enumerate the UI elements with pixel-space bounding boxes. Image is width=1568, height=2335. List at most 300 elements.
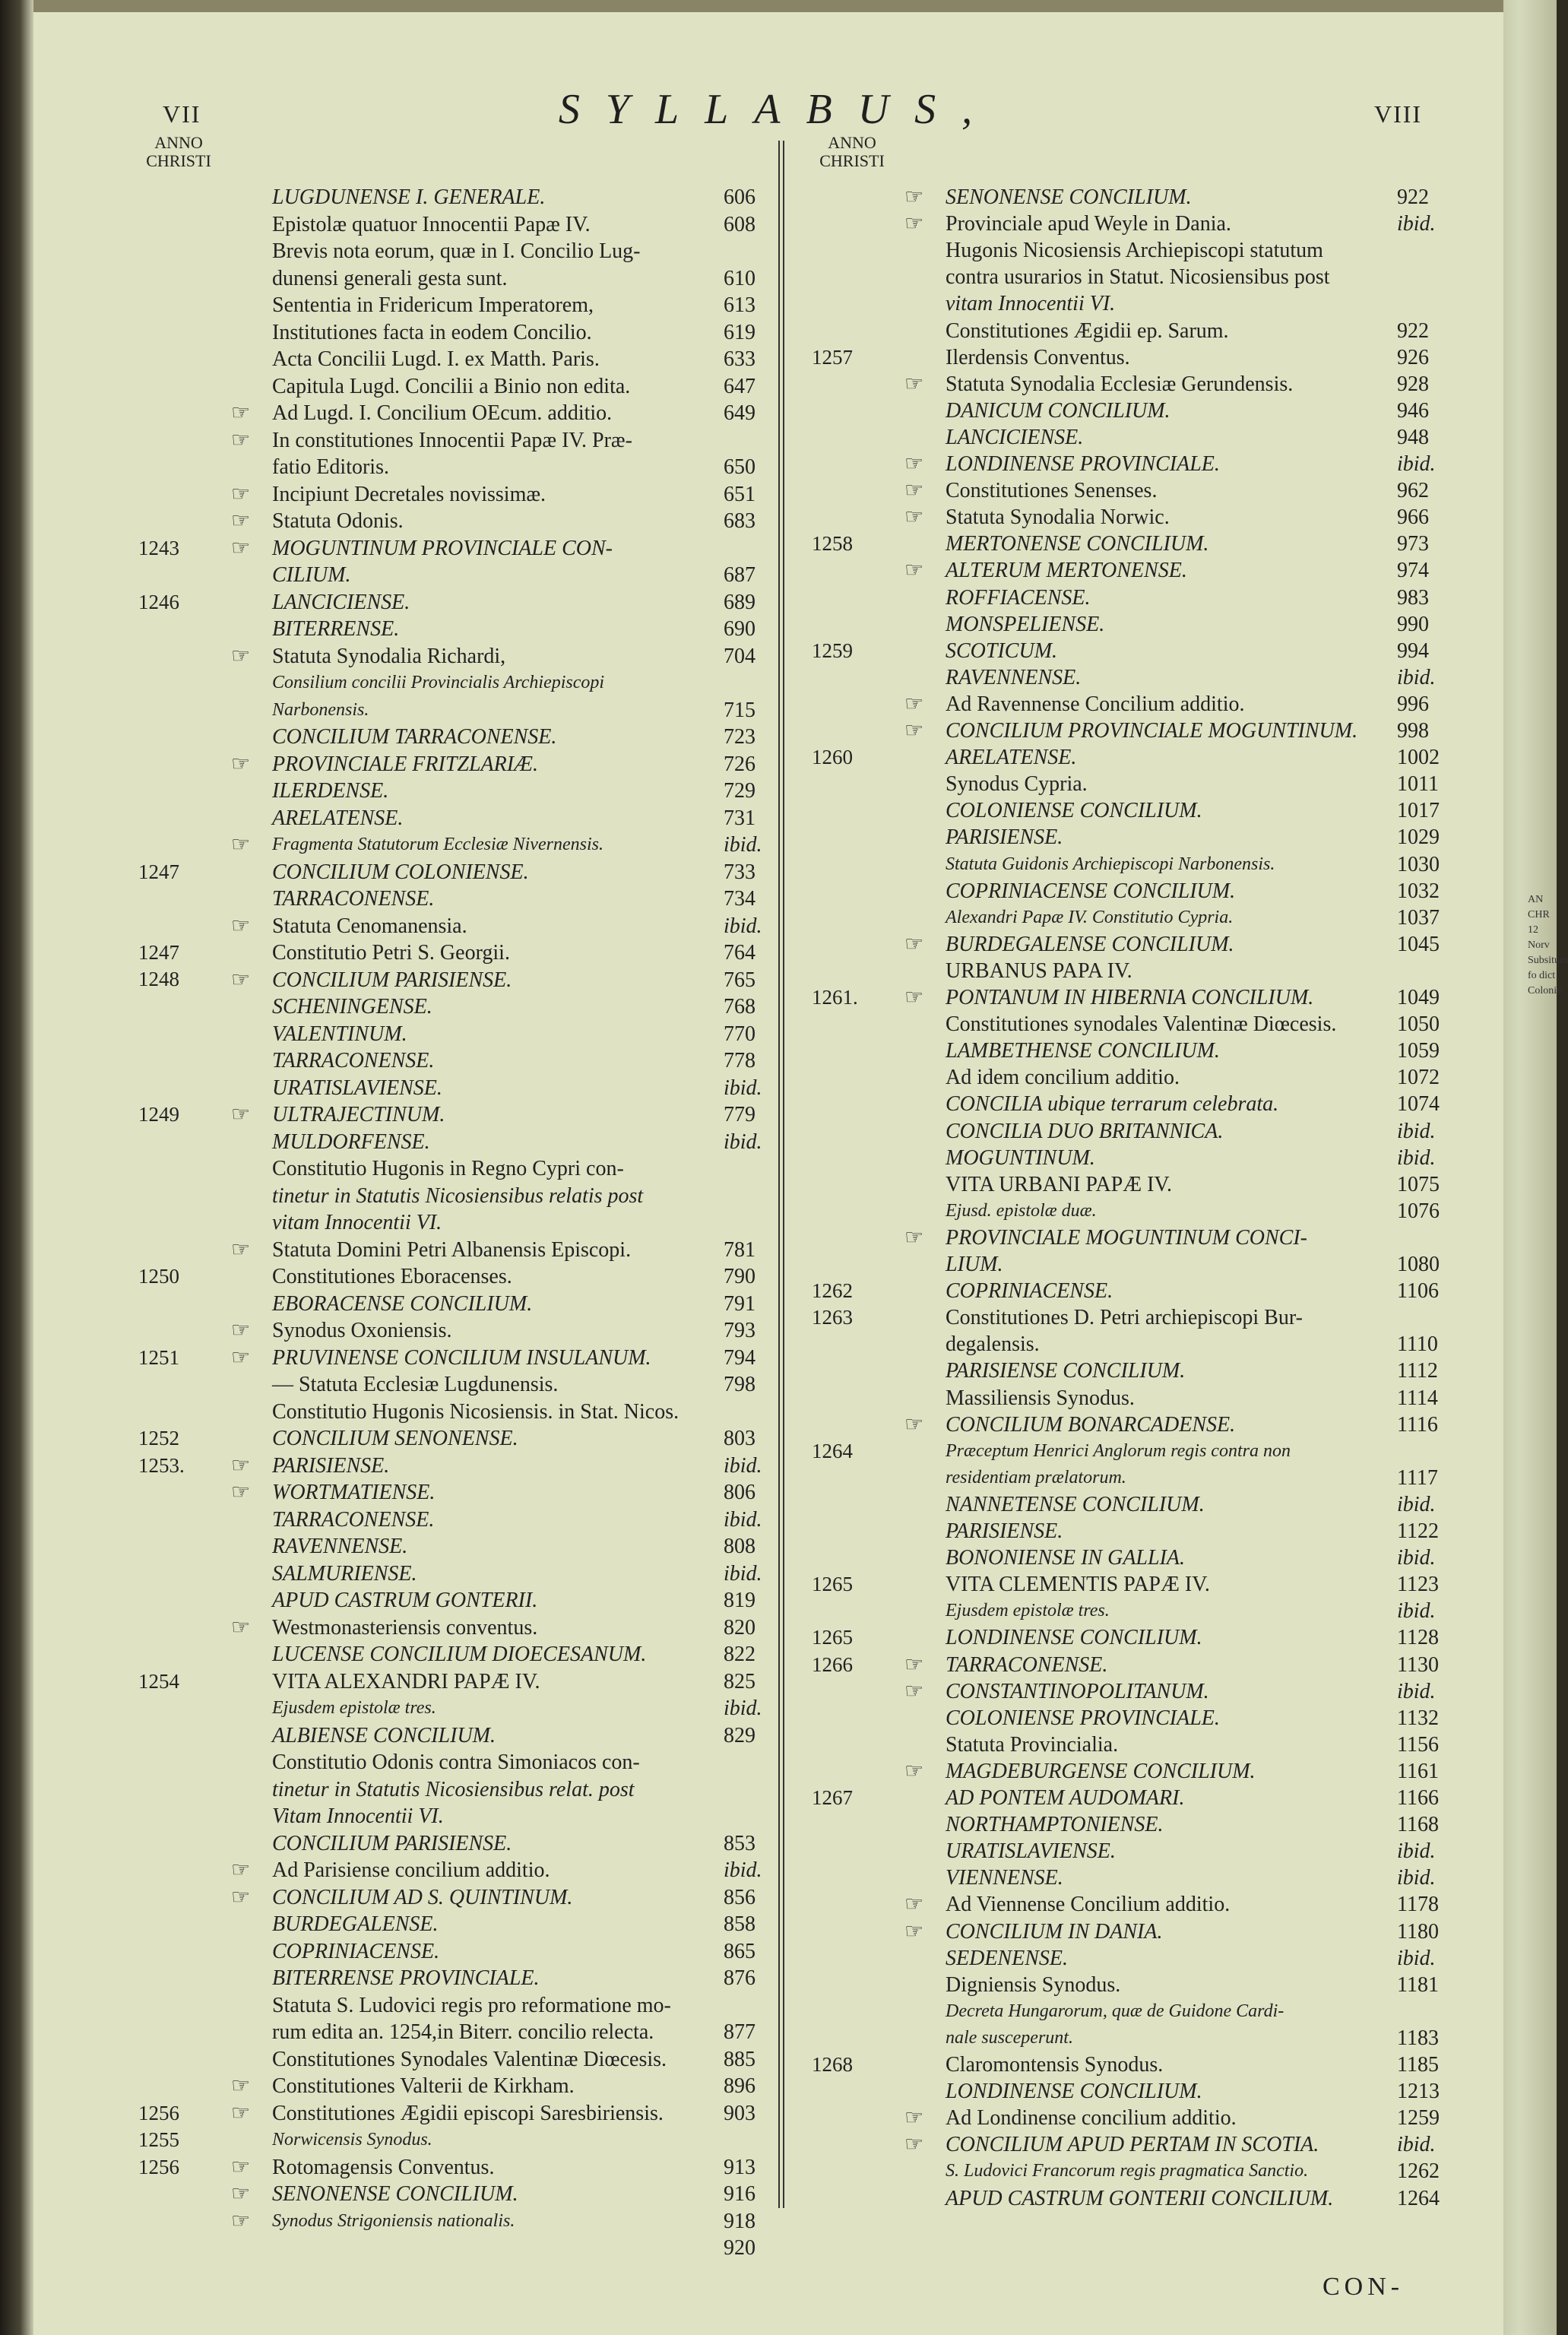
entry-page-number: 876 [724,1966,755,1990]
entry-page-number: 1059 [1397,1039,1440,1063]
entry-title: COPRINIACENSE. [272,1939,440,1963]
syllabus-entry [812,211,1443,237]
syllabus-entry [138,1614,769,1641]
syllabus-entry [138,913,769,939]
book-binding [0,0,33,2335]
syllabus-entry [138,1992,769,2019]
folio-left: VII [163,100,201,128]
entry-page-number: 996 [1397,692,1429,716]
syllabus-entry [812,264,1443,290]
entry-title: Constitutio Odonis contra Simoniacos con- [272,1750,640,1774]
entry-page-number: ibid. [724,1561,762,1586]
entry-title: EBORACENSE CONCILIUM. [272,1291,533,1316]
entry-year: 1254 [138,1669,179,1693]
manicule-icon: ☞ [231,1858,251,1882]
syllabus-entry [812,1438,1443,1465]
entry-page-number: 633 [724,347,755,371]
entry-title: CONCILIUM TARRACONENSE. [272,725,557,749]
syllabus-entry [812,984,1443,1011]
manicule-icon: ☞ [904,185,924,209]
syllabus-entry [138,508,769,534]
entry-title: CONSTANTINOPOLITANUM. [946,1679,1209,1703]
entry-title: Incipiunt Decretales novissimæ. [272,482,546,506]
entry-page-number: 1116 [1397,1412,1438,1437]
manicule-icon: ☞ [231,914,251,938]
entry-title: Statuta Synodalia Ecclesiæ Gerundensis. [946,372,1294,396]
entry-title: Claromontensis Synodus. [946,2053,1164,2077]
syllabus-entry [138,993,769,1020]
entry-title: CONCILIUM APUD PERTAM IN SCOTIA. [946,2133,1319,2157]
syllabus-entry [812,1972,1443,1998]
entry-year: 1256 [138,2155,179,2178]
syllabus-entry [812,931,1443,958]
entry-title: MONSPELIENSE. [946,612,1105,636]
entry-page-number: 779 [724,1103,755,1126]
entry-title: TARRACONENSE. [272,1049,435,1072]
entry-year: 1266 [812,1652,853,1676]
syllabus-entry [812,2158,1443,2185]
entry-title: Ejusd. epistolæ duæ. [946,1200,1097,1221]
manicule-icon: ☞ [904,505,924,530]
syllabus-entry [812,1145,1443,1171]
entry-title: LUCENSE CONCILIUM DIOECESANUM. [272,1643,647,1666]
entry-title: tinetur in Statutis Nicosiensibus relat. post [272,1777,635,1801]
entry-title: COPRINIACENSE. [946,1279,1113,1304]
entry-page-number: 619 [724,320,755,344]
entry-title: Decreta Hungarorum, quæ de Guidone Cardi- [946,2001,1284,2021]
entry-page-number: 983 [1397,585,1429,610]
next-page-fold [1503,0,1557,2335]
syllabus-entry [812,1331,1443,1358]
manicule-icon: ☞ [231,536,251,560]
entry-page-number: 1114 [1397,1386,1438,1410]
syllabus-entry [138,1857,769,1884]
entry-page-number: 856 [724,1885,755,1909]
syllabus-entry [812,1811,1443,1838]
edge-text: fo dict [1528,970,1556,981]
entry-page-number: 990 [1397,612,1429,636]
entry-page-number: 922 [1397,318,1429,343]
entry-title: BITERRENSE PROVINCIALE. [272,1966,540,1990]
syllabus-entry [138,1263,769,1290]
manicule-icon: ☞ [231,1237,251,1262]
manicule-icon: ☞ [231,482,251,506]
entry-page-number: 913 [724,2155,755,2179]
entry-year: 1264 [812,1439,853,1462]
entry-title: CONCILIUM BONARCADENSE. [946,1412,1236,1437]
entry-page-number: 1166 [1397,1786,1439,1810]
entry-page-number: 687 [724,563,755,587]
syllabus-entry [812,1411,1443,1438]
entry-page-number: 1049 [1397,986,1440,1009]
syllabus-entry [138,1507,769,1533]
manicule-icon: ☞ [904,986,924,1009]
entry-title: CONCILIA DUO BRITANNICA. [946,1119,1224,1143]
syllabus-entry [138,292,769,318]
entry-page-number: 1185 [1397,2053,1439,2077]
entry-year: 1257 [812,345,853,369]
syllabus-entry [138,1776,769,1803]
entry-year: 1247 [138,860,179,883]
entry-year: 1256 [138,2101,179,2124]
syllabus-entry [812,557,1443,584]
entry-year: 1267 [812,1786,853,1809]
entry-title: Constitutiones Senenses. [946,479,1158,503]
syllabus-entry [138,1021,769,1047]
entry-title: PROVINCIALE FRITZLARIÆ. [272,752,538,776]
syllabus-entry [138,2046,769,2073]
entry-page-number: 998 [1397,719,1429,743]
syllabus-entry [138,346,769,372]
entry-page-number: 689 [724,590,755,614]
entry-page-number: 853 [724,1831,755,1855]
syllabus-entry [812,797,1443,824]
manicule-icon: ☞ [904,479,924,503]
entry-title: TARRACONENSE. [946,1652,1108,1677]
entry-page-number: 768 [724,995,755,1019]
entry-page-number: ibid. [1397,1599,1436,1624]
entry-title: URATISLAVIENSE. [272,1076,442,1100]
syllabus-entry [138,778,769,804]
entry-page-number: 790 [724,1265,755,1288]
syllabus-entry [138,886,769,912]
entry-title: MOGUNTINUM PROVINCIALE CON- [272,536,613,560]
syllabus-entry [138,1938,769,1965]
syllabus-entry [138,1047,769,1074]
syllabus-entry [138,697,769,724]
entry-title: Institutiones facta in eodem Concilio. [272,320,592,344]
entry-page-number: 808 [724,1535,755,1558]
syllabus-entry [138,1155,769,1182]
entry-title: ALTERUM MERTONENSE. [946,559,1187,583]
entry-year: 1259 [812,638,853,662]
entry-page-number: 885 [724,2047,755,2071]
syllabus-entry [812,1918,1443,1945]
entry-title: TARRACONENSE. [272,887,435,911]
entry-title: COLONIENSE CONCILIUM. [946,799,1202,823]
entry-title: PARISIENSE. [946,825,1063,850]
entry-year: 1258 [812,532,853,556]
syllabus-entry [812,611,1443,638]
entry-title: PROVINCIALE MOGUNTINUM CONCI- [946,1225,1307,1250]
entry-page-number: ibid. [1397,1492,1436,1516]
syllabus-entry [812,504,1443,531]
entry-page-number: 1029 [1397,825,1440,850]
entry-title: Constitutiones Ægidii episcopi Saresbiriensis. [272,2101,664,2125]
syllabus-entry [812,398,1443,424]
syllabus-entry [812,1278,1443,1304]
manicule-icon: ☞ [231,2182,251,2206]
entry-page-number: 608 [724,212,755,236]
entry-title: APUD CASTRUM GONTERII CONCILIUM. [946,2186,1334,2210]
manicule-icon: ☞ [904,692,924,716]
entry-page-number: 778 [724,1049,755,1072]
entry-page-number: ibid. [1397,2133,1436,2157]
syllabus-entry [138,2127,769,2153]
entry-title: Statuta Cenomanensia. [272,914,467,938]
entry-page-number: 865 [724,1939,755,1963]
entry-page-number: 1156 [1397,1732,1439,1757]
entry-page-number: 1168 [1397,1813,1439,1837]
entry-page-number: 966 [1397,505,1429,530]
entry-page-number: 1264 [1397,2186,1440,2210]
entry-page-number: 877 [724,2020,755,2044]
entry-title: Statuta Synodalia Norwic. [946,505,1170,530]
entry-title: Præceptum Henrici Anglorum regis contra non [946,1440,1291,1461]
entry-title: Synodus Cypria. [946,772,1088,797]
entry-title: SCOTICUM. [946,638,1058,663]
syllabus-entry [138,481,769,508]
syllabus-entry [812,664,1443,691]
manicule-icon: ☞ [231,644,251,668]
entry-title: degalensis. [946,1332,1040,1357]
entry-title: Constitutio Hugonis in Regno Cypri con- [272,1157,624,1180]
anno-christi-left: ANNO CHRISTI [146,133,211,170]
entry-page-number: 1106 [1397,1279,1439,1304]
entry-page-number: 928 [1397,372,1429,396]
entry-year: 1261. [812,986,858,1009]
manicule-icon: ☞ [231,1615,251,1640]
entry-page-number: 962 [1397,479,1429,503]
manicule-icon: ☞ [231,1103,251,1126]
syllabus-entry [138,751,769,778]
entry-title: CONCILIA ubique terrarum celebrata. [946,1092,1279,1117]
entry-page-number: 918 [724,2209,755,2233]
entry-page-number: 781 [724,1237,755,1262]
syllabus-entry [812,371,1443,398]
entry-page-number: ibid. [1397,1946,1436,1970]
syllabus-entry [138,1587,769,1614]
entry-page-number: 764 [724,941,755,965]
entry-title: SENONENSE CONCILIUM. [946,185,1192,209]
entry-page-number: 704 [724,644,755,668]
entry-page-number: 1112 [1397,1359,1438,1383]
syllabus-entry [812,1598,1443,1624]
syllabus-entry [138,1453,769,1479]
syllabus-entry [812,958,1443,984]
entry-page-number: 1076 [1397,1199,1440,1223]
syllabus-entry [138,1965,769,1991]
entry-title: LANCICIENSE. [272,590,410,614]
syllabus-entry [138,2073,769,2099]
entry-title: VITA ALEXANDRI PAPÆ IV. [272,1669,540,1693]
manicule-icon: ☞ [904,452,924,476]
entry-page-number: 994 [1397,638,1429,663]
manicule-icon: ☞ [904,1679,924,1703]
syllabus-entry [812,1518,1443,1545]
entry-title: Statuta S. Ludovici regis pro reformatione mo- [272,1993,671,2017]
manicule-icon: ☞ [904,1412,924,1437]
syllabus-entry [812,1731,1443,1758]
syllabus-entry [812,1225,1443,1251]
entry-page-number: 1050 [1397,1012,1440,1037]
syllabus-entry [812,1118,1443,1145]
entry-page-number: 926 [1397,345,1429,369]
entry-title: BURDEGALENSE CONCILIUM. [946,932,1234,956]
entry-title: CONCILIUM AD S. QUINTINUM. [272,1885,573,1909]
entry-title: LONDINENSE CONCILIUM. [946,2080,1202,2104]
syllabus-entry [812,2131,1443,2158]
top-edge [0,0,1557,12]
manicule-icon: ☞ [904,719,924,743]
entry-title: Constitutiones Synodales Valentinæ Diœcesis. [272,2047,667,2071]
entry-title: VALENTINUM. [272,1022,407,1046]
syllabus-entry [812,424,1443,451]
entry-page-number: 793 [724,1319,755,1342]
syllabus-entry [138,1695,769,1722]
entry-page-number: 734 [724,887,755,911]
entry-title: SCHENINGENSE. [272,995,432,1019]
syllabus-entry [812,1064,1443,1091]
entry-title: CONCILIUM PARISIENSE. [272,968,512,992]
entry-title: TARRACONENSE. [272,1507,435,1532]
syllabus-entry [812,1251,1443,1278]
edge-text: Colonie [1528,985,1562,996]
syllabus-entry [812,1945,1443,1972]
entry-title: Ilerdensis Conventus. [946,345,1130,369]
syllabus-entry [138,589,769,616]
syllabus-entry [138,1209,769,1236]
manicule-icon: ☞ [231,401,251,425]
entry-page-number: 916 [724,2182,755,2206]
entry-page-number: 858 [724,1912,755,1936]
entry-page-number: 651 [724,482,755,506]
syllabus-entry [138,805,769,832]
syllabus-entry [812,1011,1443,1038]
syllabus-entry [138,1911,769,1937]
syllabus-entry [138,1101,769,1128]
entry-year: 1262 [812,1279,853,1303]
entry-title: SENONENSE CONCILIUM. [272,2182,518,2206]
entry-title: MERTONENSE CONCILIUM. [946,532,1209,556]
manicule-icon: ☞ [904,2133,924,2157]
syllabus-entry [812,878,1443,905]
syllabus-entry [812,585,1443,611]
syllabus-entry [812,318,1443,344]
syllabus-entry [812,1652,1443,1678]
entry-title: Acta Concilii Lugd. I. ex Matth. Paris. [272,347,600,371]
entry-title: Massiliensis Synodus. [946,1386,1135,1410]
syllabus-entry [812,2185,1443,2212]
entry-title: Ad idem concilium additio. [946,1066,1180,1090]
entry-page-number: 647 [724,374,755,398]
manicule-icon: ☞ [904,1652,924,1677]
entry-title: SEDENENSE. [946,1946,1068,1970]
syllabus-entry [812,2051,1443,2078]
syllabus-entry [812,2105,1443,2131]
entry-page-number: 1072 [1397,1066,1440,1090]
entry-page-number: ibid. [724,833,762,857]
entry-title: Hugonis Nicosiensis Archiepiscopi statutum [946,239,1323,263]
entry-page-number: ibid. [1397,1679,1436,1703]
syllabus-entry [812,1171,1443,1198]
entry-page-number: 903 [724,2101,755,2125]
manicule-icon: ☞ [231,1453,251,1478]
entry-page-number: 974 [1397,559,1429,583]
syllabus-entry [138,859,769,886]
entry-title: MAGDEBURGENSE CONCILIUM. [946,1759,1256,1783]
syllabus-entry [138,1533,769,1560]
entry-page-number: ibid. [724,1129,762,1154]
entry-page-number: 1017 [1397,799,1440,823]
entry-title: RAVENNENSE. [946,665,1082,689]
syllabus-entry [812,184,1443,211]
syllabus-entry [138,1075,769,1101]
entry-page-number: ibid. [724,1858,762,1882]
entry-title: Capitula Lugd. Concilii a Binio non edita. [272,374,631,398]
entry-title: fatio Editoris. [272,455,389,479]
syllabus-entry [138,1129,769,1155]
entry-page-number: 1123 [1397,1573,1439,1597]
entry-page-number: 649 [724,401,755,425]
folio-right: VIII [1374,100,1423,128]
entry-title: ROFFIACENSE. [946,585,1091,610]
entry-page-number: 1080 [1397,1253,1440,1276]
entry-year: 1252 [138,1427,179,1449]
entry-title: LANCICIENSE. [946,425,1084,449]
entry-year: 1246 [138,590,179,613]
entry-title: Westmonasteriensis conventus. [272,1615,538,1640]
entry-page-number: ibid. [1397,1546,1436,1570]
entry-page-number: 1011 [1397,772,1439,797]
entry-title: Fragmenta Statutorum Ecclesiæ Nivernensis. [272,835,603,854]
entry-page-number: 729 [724,779,755,803]
entry-page-number: 948 [1397,425,1429,449]
entry-page-number: 715 [724,698,755,722]
syllabus-entry [812,451,1443,477]
entry-title: Constitutiones D. Petri archiepiscopi Bur- [946,1306,1303,1330]
running-head: SYLLABUS, [558,86,999,133]
entry-title: Statuta Guidonis Archiepiscopi Narbonensis. [946,854,1275,874]
entry-year: 1253. [138,1453,185,1477]
entry-title: DANICUM CONCILIUM. [946,398,1170,423]
entry-title: BONONIENSE IN GALLIA. [946,1546,1185,1570]
syllabus-entry [138,184,769,211]
entry-page-number: ibid. [724,914,762,938]
syllabus-entry [138,967,769,993]
edge-text: 12 [1528,924,1538,936]
syllabus-entry [812,2025,1443,2051]
syllabus-entry [812,531,1443,557]
entry-title: Consilium concilii Provincialis Archiepiscopi [272,673,605,692]
edge-text: CHR [1528,909,1550,920]
entry-page-number: ibid. [1397,1839,1436,1864]
entry-title: URBANUS PAPA IV. [946,958,1132,983]
entry-year: 1255 [138,2128,179,2151]
syllabus-entry [138,1425,769,1452]
syllabus-entry [138,400,769,426]
entry-title: Statuta Provincialia. [946,1732,1119,1757]
entry-title: AD PONTEM AUDOMARI. [946,1786,1185,1810]
syllabus-entry [812,744,1443,771]
entry-page-number: ibid. [724,1076,762,1100]
syllabus-entry [138,1371,769,1398]
entry-title: tinetur in Statutis Nicosiensibus relatis post [272,1183,644,1208]
manicule-icon: ☞ [231,509,251,533]
entry-page-number: 822 [724,1643,755,1666]
entry-page-number: 1030 [1397,852,1440,876]
syllabus-entry [138,211,769,238]
syllabus-entry [812,1624,1443,1651]
syllabus-entry [812,1998,1443,2025]
entry-page-number: 896 [724,2074,755,2098]
entry-page-number: 803 [724,1427,755,1450]
entry-page-number: 1002 [1397,746,1440,770]
syllabus-entry [138,319,769,346]
entry-title: PARISIENSE. [272,1453,390,1478]
syllabus-entry [138,1399,769,1425]
entry-page-number: 819 [724,1589,755,1612]
